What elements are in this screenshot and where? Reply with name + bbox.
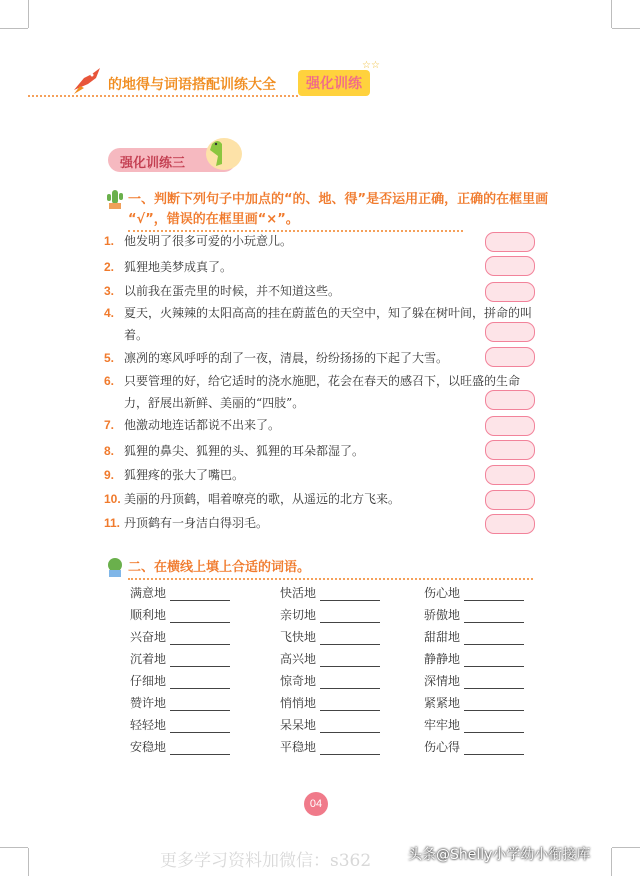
part1-title-line1: 一、判断下列句子中加点的“的、地、得”是否运用正确，正确的在框里画 xyxy=(128,192,549,207)
fill-item: 沉着地 xyxy=(130,650,230,667)
fill-item: 快活地 xyxy=(280,584,380,601)
cactus-icon xyxy=(104,556,126,578)
crop-mark xyxy=(28,0,29,28)
blank-line[interactable] xyxy=(320,696,380,711)
blank-line[interactable] xyxy=(170,696,230,711)
question: 1. 他发明了很多可爱的小玩意儿。 xyxy=(104,234,293,248)
question: 6. 只要管理的好，给它适时的浇水施肥，花会在春天的感召下，以旺盛的生命力，舒展出新鲜、美丽的“四肢”。 xyxy=(104,374,521,410)
blank-line[interactable] xyxy=(464,696,524,711)
header-divider xyxy=(28,95,298,97)
header-badge: 强化训练 xyxy=(298,70,370,96)
blank-line[interactable] xyxy=(320,608,380,623)
bird-icon xyxy=(70,64,104,98)
blank-line[interactable] xyxy=(320,652,380,667)
stars-icon: ☆☆ xyxy=(362,60,380,71)
question: 3. 以前我在蛋壳里的时候，并不知道这些。 xyxy=(104,284,341,298)
fill-item: 惊奇地 xyxy=(280,672,380,689)
fill-item: 甜甜地 xyxy=(424,628,524,645)
fill-item: 呆呆地 xyxy=(280,716,380,733)
crop-mark xyxy=(612,28,640,29)
answer-box[interactable] xyxy=(485,440,535,460)
part1-title-line2: “√”，错误的在框里画“×”。 xyxy=(128,210,463,232)
blank-line[interactable] xyxy=(464,630,524,645)
fill-item: 骄傲地 xyxy=(424,606,524,623)
crop-mark xyxy=(611,848,612,876)
watermark-text: 更多学习资料加微信：s362 xyxy=(160,851,372,871)
answer-box[interactable] xyxy=(485,490,535,510)
answer-box[interactable] xyxy=(485,416,535,436)
question: 2. 狐狸地美梦成真了。 xyxy=(104,260,233,274)
answer-box[interactable] xyxy=(485,465,535,485)
fill-item: 飞快地 xyxy=(280,628,380,645)
answer-box[interactable] xyxy=(485,347,535,367)
crop-mark xyxy=(0,28,28,29)
blank-line[interactable] xyxy=(320,586,380,601)
section-badge-label: 强化训练三 xyxy=(120,156,186,171)
question: 8. 狐狸的鼻尖、狐狸的头、狐狸的耳朵都湿了。 xyxy=(104,444,365,458)
blank-line[interactable] xyxy=(464,608,524,623)
question: 4. 夏天，火辣辣的太阳高高的挂在蔚蓝色的天空中，知了躲在树叶间，拼命的叫着。 xyxy=(104,306,533,342)
answer-box[interactable] xyxy=(485,256,535,276)
fill-item: 赞许地 xyxy=(130,694,230,711)
dinosaur-icon xyxy=(200,136,244,172)
crop-mark xyxy=(612,847,640,848)
blank-line[interactable] xyxy=(464,586,524,601)
question: 9. 狐狸疼的张大了嘴巴。 xyxy=(104,468,245,482)
crop-mark xyxy=(28,848,29,876)
fill-item: 平稳地 xyxy=(280,738,380,755)
blank-line[interactable] xyxy=(170,740,230,755)
blank-line[interactable] xyxy=(320,674,380,689)
blank-line[interactable] xyxy=(170,630,230,645)
fill-item: 牢牢地 xyxy=(424,716,524,733)
fill-item: 轻轻地 xyxy=(130,716,230,733)
fill-item: 满意地 xyxy=(130,584,230,601)
answer-box[interactable] xyxy=(485,322,535,342)
blank-line[interactable] xyxy=(320,630,380,645)
fill-item: 亲切地 xyxy=(280,606,380,623)
answer-box[interactable] xyxy=(485,282,535,302)
fill-item: 静静地 xyxy=(424,650,524,667)
question: 5. 凛冽的寒风呼呼的刮了一夜，清晨，纷纷扬扬的下起了大雪。 xyxy=(104,351,449,365)
question: 7. 他激动地连话都说不出来了。 xyxy=(104,418,281,432)
question: 11. 丹顶鹤有一身洁白得羽毛。 xyxy=(104,516,269,530)
blank-line[interactable] xyxy=(170,586,230,601)
credit-text: 头条@Shelly小学幼小衔接库 xyxy=(408,847,591,863)
page-number: 04 xyxy=(304,792,328,816)
crop-mark xyxy=(0,847,28,848)
blank-line[interactable] xyxy=(170,674,230,689)
fill-item: 安稳地 xyxy=(130,738,230,755)
answer-box[interactable] xyxy=(485,232,535,252)
fill-item: 紧紧地 xyxy=(424,694,524,711)
fill-item: 伤心得 xyxy=(424,738,524,755)
page-header xyxy=(70,60,390,100)
fill-item: 高兴地 xyxy=(280,650,380,667)
cactus-icon xyxy=(104,188,126,210)
fill-item: 悄悄地 xyxy=(280,694,380,711)
fill-item: 兴奋地 xyxy=(130,628,230,645)
answer-box[interactable] xyxy=(485,390,535,410)
blank-line[interactable] xyxy=(170,608,230,623)
question: 10. 美丽的丹顶鹤，唱着嘹亮的歌，从遥远的北方飞来。 xyxy=(104,492,401,506)
blank-line[interactable] xyxy=(464,674,524,689)
blank-line[interactable] xyxy=(464,718,524,733)
blank-line[interactable] xyxy=(170,718,230,733)
header-title: 的地得与词语搭配训练大全 xyxy=(108,77,276,93)
fill-item: 深情地 xyxy=(424,672,524,689)
blank-line[interactable] xyxy=(464,652,524,667)
blank-line[interactable] xyxy=(320,718,380,733)
fill-item: 伤心地 xyxy=(424,584,524,601)
fill-item: 顺利地 xyxy=(130,606,230,623)
blank-line[interactable] xyxy=(320,740,380,755)
crop-mark xyxy=(611,0,612,28)
answer-box[interactable] xyxy=(485,514,535,534)
blank-line[interactable] xyxy=(170,652,230,667)
part2-title: 二、在横线上填上合适的词语。 xyxy=(128,558,533,580)
fill-item: 仔细地 xyxy=(130,672,230,689)
blank-line[interactable] xyxy=(464,740,524,755)
